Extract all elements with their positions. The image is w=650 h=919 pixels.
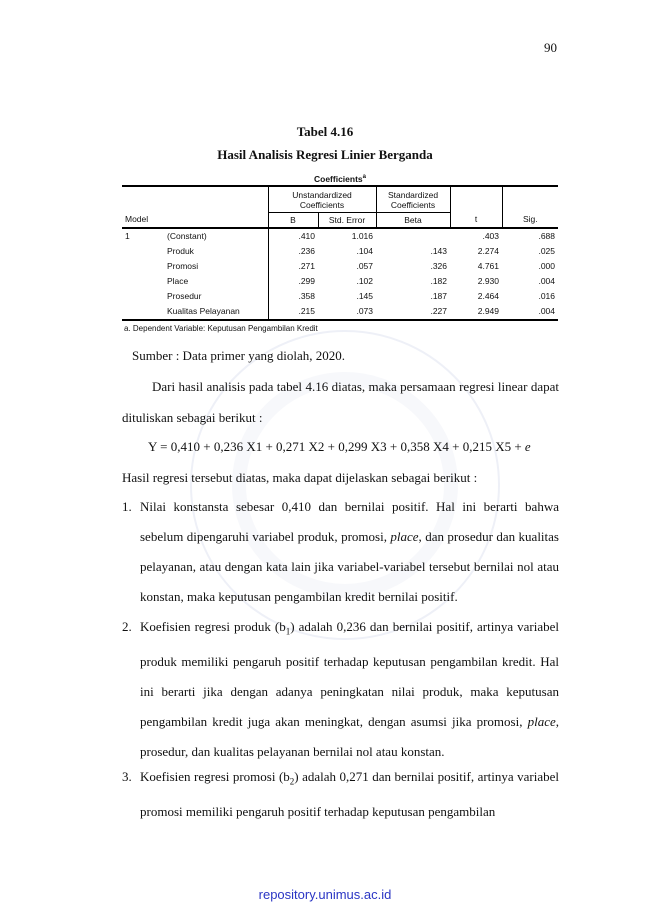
b-value: .299 — [298, 276, 315, 286]
predictor-name: Promosi — [164, 259, 268, 274]
sig-value: .000 — [538, 261, 556, 271]
table-header-row-2 — [122, 213, 558, 229]
std-error-value: .073 — [318, 304, 376, 320]
table-footnote: a. Dependent Variable: Keputusan Pengambilan Kredit — [124, 324, 318, 333]
beta-value: .227 — [376, 304, 450, 320]
table-header-row-1 — [122, 186, 558, 213]
t-value: 2.274 — [477, 246, 500, 256]
predictor-name: Produk — [164, 244, 268, 259]
model-header: Model — [122, 213, 268, 229]
beta-header: Beta — [376, 213, 450, 229]
b-header: B — [268, 213, 318, 229]
sig-value: .025 — [538, 246, 556, 256]
table-title: Hasil Analisis Regresi Linier Berganda — [217, 147, 433, 162]
std-error-value: 1.016 — [351, 231, 374, 241]
b-value: .215 — [268, 304, 318, 320]
t-value: .403 — [482, 231, 500, 241]
list-item — [122, 492, 559, 612]
list-number: 2. — [122, 619, 132, 634]
t-value: 2.930 — [477, 276, 500, 286]
table-row — [122, 274, 558, 289]
predictor-name: Prosedur — [164, 289, 268, 304]
t-value: 2.949 — [450, 304, 502, 320]
explanation-lead: Hasil regresi tersebut diatas, maka dapat dijelaskan sebagai berikut : — [122, 470, 478, 485]
table-source: Sumber : Data primer yang diolah, 2020. — [132, 348, 346, 363]
sig-value: .688 — [538, 231, 556, 241]
beta-value: .187 — [430, 291, 448, 301]
beta-value: .143 — [430, 246, 448, 256]
table-row — [122, 304, 558, 320]
table-row — [122, 228, 558, 244]
std-error-value: .145 — [356, 291, 374, 301]
beta-value: .326 — [430, 261, 448, 271]
list-text: Koefisien regresi promosi $(b_2)$ adalah 0,271 dan bernilai positif, artinya variabel promosi memiliki pengaruh positif terhadap keputusan pengambilan — [140, 769, 560, 819]
b-value: .358 — [298, 291, 315, 301]
coefficients-table-block — [122, 172, 558, 334]
list-item — [122, 762, 559, 827]
sig-value: .016 — [538, 291, 556, 301]
predictor-name: Kualitas Pelayanan — [164, 304, 268, 320]
predictor-name: (Constant) — [164, 228, 268, 244]
std-error-value: .057 — [356, 261, 374, 271]
beta-value: .182 — [430, 276, 448, 286]
table-row — [122, 259, 558, 274]
coefficients-title: Coefficients$^a$ — [314, 173, 366, 184]
b-value: .236 — [298, 246, 315, 256]
std-error-value: .104 — [356, 246, 374, 256]
table-row — [122, 289, 558, 304]
unstandardized-header: Unstandardized Coefficients — [268, 186, 376, 213]
page-number: 90 — [544, 40, 557, 55]
t-value: 4.761 — [477, 261, 500, 271]
intro-paragraph: Dari hasil analisis pada tabel 4.16 diatas, maka persamaan regresi linear dapat dituliskan sebagai berikut : — [122, 379, 559, 425]
standardized-header: Standardized Coefficients — [376, 186, 450, 213]
predictor-name: Place — [164, 274, 268, 289]
std-error-value: .102 — [356, 276, 374, 286]
list-number: 1. — [122, 499, 132, 514]
list-text: Koefisien regresi produk $(b_1)$ adalah 0,236 dan bernilai positif, artinya variabel produk memiliki pengaruh positif terhadap keputusan pengambilan kredit. Hal ini berarti jika dengan adanya peningkatan nilai produk, maka keputusan pengambilan kredit juga akan meningkat, dengan asumsi jika promosi, place, prosedur, dan kualitas pelayanan bernilai nol atau konstan. — [140, 619, 560, 759]
repository-link[interactable]: repository.unimus.ac.id — [258, 887, 392, 902]
t-header: t — [450, 213, 502, 229]
beta-value — [376, 228, 450, 244]
sig-value: .004 — [538, 276, 556, 286]
sig-value: .004 — [502, 304, 558, 320]
b-value: .271 — [298, 261, 315, 271]
coefficients-table — [122, 185, 558, 321]
b-value: .410 — [298, 231, 315, 241]
list-text: Nilai konstansta sebesar 0,410 dan bernilai positif. Hal ini berarti bahwa sebelum dipengaruhi variabel produk, promosi, place, dan prosedur dan kualitas pelayanan, atau dengan kata lain jika variabel-variabel tersebut bernilai nol atau konstan, maka keputusan pengambilan kredit bernilai positif. — [140, 499, 559, 604]
regression-equation: Y = 0,410 + 0,236 X1 + 0,271 X2 + 0,299 X3 + 0,358 X4 + 0,215 X5 + e — [148, 439, 531, 454]
list-item — [122, 612, 559, 767]
table-label: Tabel 4.16 — [296, 124, 354, 139]
model-number: 1 — [125, 231, 130, 241]
std-error-header: Std. Error — [318, 213, 376, 229]
t-value: 2.464 — [477, 291, 500, 301]
sig-header: Sig. — [502, 213, 558, 229]
table-row — [122, 244, 558, 259]
list-number: 3. — [122, 769, 132, 784]
